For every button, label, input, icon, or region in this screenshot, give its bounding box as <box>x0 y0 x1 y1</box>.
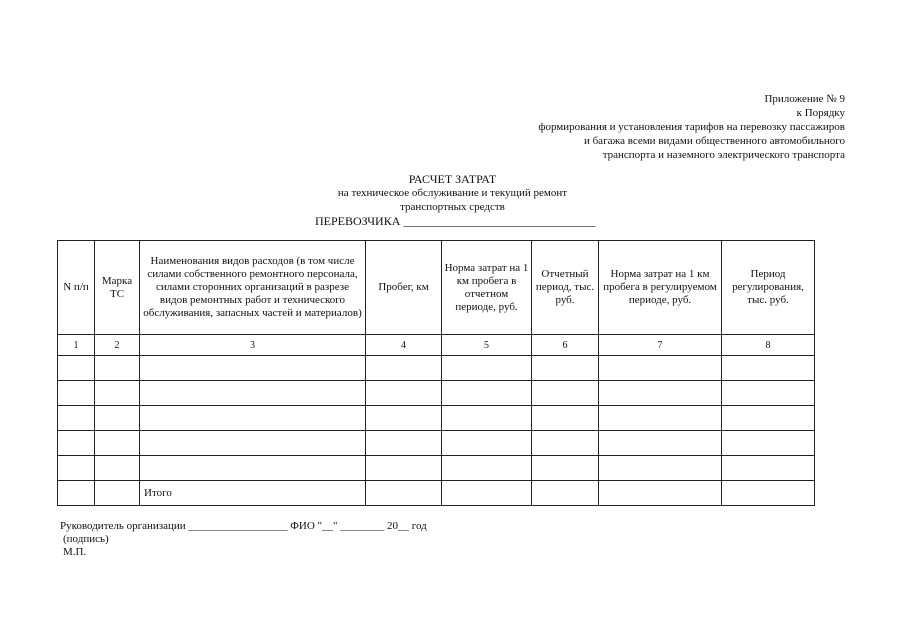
total-label: Итого <box>140 481 366 506</box>
table-cell <box>599 406 722 431</box>
table-cell <box>599 381 722 406</box>
table-cell <box>599 456 722 481</box>
table-cell <box>599 356 722 381</box>
title-subtitle: транспортных средств <box>400 201 505 213</box>
table-cell <box>722 356 815 381</box>
title-subtitle: на техническое обслуживание и текущий ремонт <box>337 187 568 199</box>
table-cell <box>442 406 532 431</box>
table-cell <box>722 381 815 406</box>
table-cell <box>442 456 532 481</box>
total-row <box>58 481 815 506</box>
table-row <box>58 406 815 431</box>
column-number: 1 <box>58 335 95 356</box>
column-number: 7 <box>599 335 722 356</box>
table-cell <box>366 381 442 406</box>
appendix-line: формирования и установления тарифов на перевозку пассажиров <box>538 121 845 133</box>
appendix-number: Приложение № 9 <box>764 93 845 105</box>
column-header: Наименования видов расходов (в том числе силами собственного ремонтного персонала, силами сторонних организаций в разрезе видов ремонтных работ и технического обслуживания, запасных частей и материалов) <box>140 241 366 335</box>
appendix-line: транспорта и наземного электрического транспорта <box>602 149 845 161</box>
table-row <box>58 431 815 456</box>
table-cell <box>532 456 599 481</box>
column-number: 2 <box>95 335 140 356</box>
table-cell <box>95 406 140 431</box>
table-cell <box>366 356 442 381</box>
table-cell <box>532 406 599 431</box>
appendix-line: и багажа всеми видами общественного автомобильного <box>583 135 845 147</box>
table-cell <box>95 431 140 456</box>
table-cell <box>95 381 140 406</box>
table-cell <box>442 381 532 406</box>
column-header: Пробег, км <box>366 241 442 335</box>
column-header: Марка ТС <box>95 241 140 335</box>
table-cell <box>58 456 95 481</box>
table-header-row <box>58 241 815 335</box>
stamp-place: М.П. <box>63 546 87 558</box>
column-number: 4 <box>366 335 442 356</box>
column-header: Период регулирования, тыс. руб. <box>722 241 815 335</box>
table-cell <box>366 406 442 431</box>
column-number: 6 <box>532 335 599 356</box>
table-cell <box>58 356 95 381</box>
table-row <box>58 456 815 481</box>
column-header: Отчетный период, тыс. руб. <box>532 241 599 335</box>
table-cell <box>722 481 815 506</box>
column-header: Норма затрат на 1 км пробега в регулируемом периоде, руб. <box>599 241 722 335</box>
table-cell <box>366 481 442 506</box>
signature-line: Руководитель организации __________________ ФИО "__" ________ 20__ год <box>60 520 427 532</box>
carrier-field: ПЕРЕВОЗЧИКА ________________________________ <box>315 214 596 228</box>
table-cell <box>722 406 815 431</box>
table-cell <box>58 481 95 506</box>
table-cell <box>442 481 532 506</box>
table-cell <box>58 431 95 456</box>
table-cell <box>722 431 815 456</box>
table-cell <box>442 356 532 381</box>
table-cell <box>58 381 95 406</box>
appendix-line: к Порядку <box>796 107 845 119</box>
table-cell <box>95 481 140 506</box>
table-cell <box>722 456 815 481</box>
column-number: 5 <box>442 335 532 356</box>
table-cell <box>366 456 442 481</box>
table-cell <box>599 431 722 456</box>
column-number: 8 <box>722 335 815 356</box>
title-main: РАСЧЕТ ЗАТРАТ <box>408 172 497 186</box>
table-cell <box>532 431 599 456</box>
table-cell <box>140 356 366 381</box>
cost-table <box>57 240 815 506</box>
table-cell <box>366 431 442 456</box>
signature-caption: (подпись) <box>63 533 109 545</box>
table-row <box>58 356 815 381</box>
table-cell <box>95 456 140 481</box>
column-number-row <box>58 335 815 356</box>
column-header: N п/п <box>58 241 95 335</box>
column-header: Норма затрат на 1 км пробега в отчетном периоде, руб. <box>442 241 532 335</box>
table-row <box>58 381 815 406</box>
table-cell <box>532 481 599 506</box>
table-cell <box>140 381 366 406</box>
signature-block <box>60 520 427 559</box>
table-cell <box>95 356 140 381</box>
table-cell <box>140 431 366 456</box>
appendix-reference <box>538 92 845 162</box>
table-cell <box>140 456 366 481</box>
column-number: 3 <box>140 335 366 356</box>
table-cell <box>58 406 95 431</box>
table-cell <box>532 381 599 406</box>
table-cell <box>599 481 722 506</box>
table-cell <box>140 406 366 431</box>
table-cell <box>532 356 599 381</box>
table-cell <box>442 431 532 456</box>
